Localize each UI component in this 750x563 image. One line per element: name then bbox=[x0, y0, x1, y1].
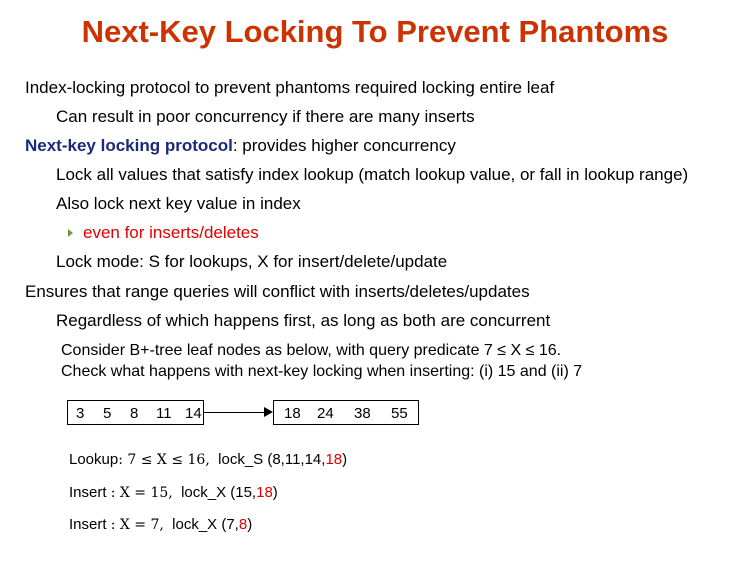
bullet-range-queries: Ensures that range queries will conflict with inserts/deletes/updates bbox=[25, 282, 530, 301]
bullet-lock-next-key: Also lock next key value in index bbox=[56, 194, 301, 213]
lookup-label: Lookup bbox=[69, 451, 119, 468]
insert-7-lock-line bbox=[69, 516, 252, 533]
insert-label: Insert bbox=[69, 516, 107, 533]
leaf2-key: 38 bbox=[354, 405, 371, 422]
insert-15-lock-line bbox=[69, 484, 278, 501]
protocol-description: : provides higher concurrency bbox=[232, 136, 456, 155]
insert-expression: : X = 7, bbox=[110, 517, 164, 533]
lookup-lock: lock_S (8,11,14, bbox=[218, 451, 326, 468]
term-next-key-locking: Next-key locking protocol bbox=[25, 136, 233, 155]
insert-next-key: 18 bbox=[256, 484, 273, 501]
close-paren: ) bbox=[342, 451, 348, 468]
lookup-lock-line bbox=[69, 451, 347, 468]
leaf-pointer-line bbox=[203, 412, 265, 413]
leaf2-key: 18 bbox=[284, 405, 301, 422]
leaf1-key: 11 bbox=[156, 405, 172, 422]
example-intro-2: Check what happens with next-key locking when inserting: (i) 15 and (ii) 7 bbox=[61, 363, 583, 380]
bullet-next-key-protocol bbox=[25, 136, 456, 156]
example-intro-1: Consider B+-tree leaf nodes as below, with query predicate 7 ≤ X ≤ 16. bbox=[61, 342, 562, 359]
insert-label: Insert bbox=[69, 484, 107, 501]
leaf1-key: 8 bbox=[130, 405, 139, 422]
bullet-index-locking: Index-locking protocol to prevent phantoms required locking entire leaf bbox=[25, 78, 555, 97]
close-paren: ) bbox=[272, 484, 278, 501]
leaf-node-1 bbox=[67, 400, 204, 425]
lookup-next-key: 18 bbox=[325, 451, 343, 468]
insert-expression: : X = 15, bbox=[110, 485, 173, 501]
bullet-lock-values: Lock all values that satisfy index lookup (match lookup value, or fall in lookup range) bbox=[56, 165, 689, 184]
leaf-pointer-arrow-icon bbox=[264, 407, 273, 417]
insert-lock: lock_X (15, bbox=[181, 484, 257, 501]
arrow-bullet-icon bbox=[68, 229, 73, 237]
lookup-expression: : 7 ≤ X ≤ 16, bbox=[118, 452, 210, 468]
insert-lock: lock_X (7, bbox=[172, 516, 239, 533]
bullet-poor-concurrency: Can result in poor concurrency if there are many inserts bbox=[56, 107, 475, 126]
leaf-node-2 bbox=[273, 400, 419, 425]
leaf1-key: 14 bbox=[185, 405, 202, 422]
leaf2-key: 55 bbox=[391, 405, 408, 422]
bullet-regardless: Regardless of which happens first, as long as both are concurrent bbox=[56, 311, 551, 330]
slide-title: Next-Key Locking To Prevent Phantoms bbox=[81, 14, 669, 49]
leaf1-key: 3 bbox=[76, 405, 85, 422]
bullet-lock-mode: Lock mode: S for lookups, X for insert/delete/update bbox=[56, 252, 448, 271]
close-paren: ) bbox=[247, 516, 253, 533]
leaf2-key: 24 bbox=[317, 405, 334, 422]
bullet-inserts-deletes: even for inserts/deletes bbox=[83, 223, 259, 242]
leaf1-key: 5 bbox=[103, 405, 112, 422]
insert-next-key: 8 bbox=[238, 516, 248, 533]
